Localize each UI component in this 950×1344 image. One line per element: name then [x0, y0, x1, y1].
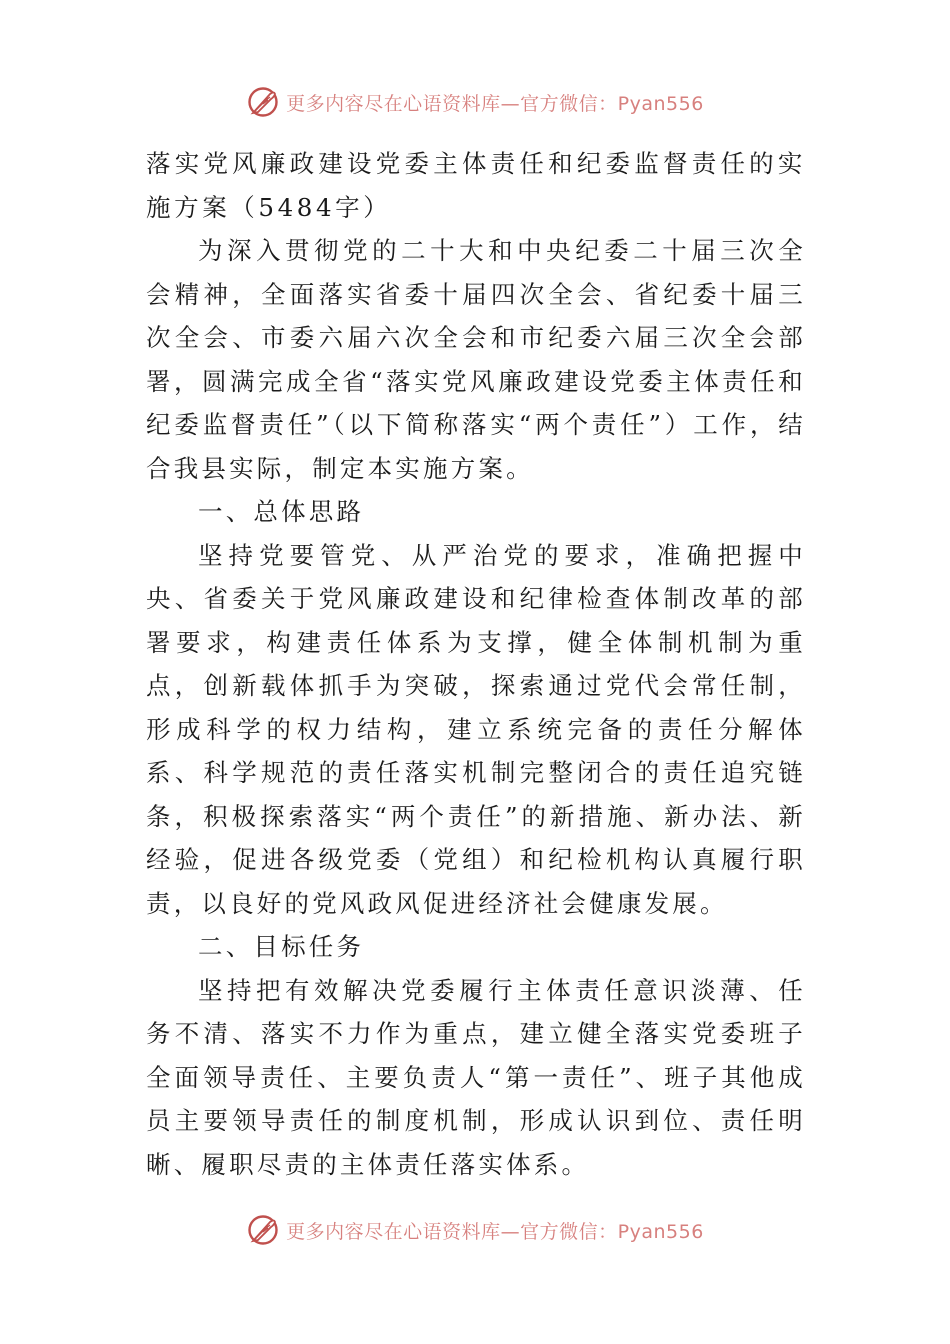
- watermark-text: 更多内容尽在心语资料库—官方微信：Pyan556: [286, 1220, 704, 1243]
- section-heading-overall-approach: 一、总体思路: [198, 497, 365, 526]
- document-body: [146, 142, 806, 1186]
- header-watermark-banner: [0, 82, 950, 122]
- watermark-text: 更多内容尽在心语资料库—官方微信：Pyan556: [286, 92, 704, 115]
- document-title: 落实党风廉政建设党委主体责任和纪委监督责任的实施方案（5484字）: [146, 149, 806, 222]
- section-heading-goals-tasks: 二、目标任务: [198, 932, 365, 961]
- paragraph-overall-approach: 坚持党要管党、从严治党的要求，准确把握中央、省委关于党风廉政建设和纪律检查体制改革的部署要求，构建责任体系为支撑，健全体制机制为重点，创新载体抓手为突破，探索通过党代会常任制，形成科学的权力结构，建立系统完备的责任分解体系、科学规范的责任落实机制完整闭合的责任追究链条，积极探索落实“两个责任”的新措施、新办法、新经验，促进各级党委（党组）和纪检机构认真履行职责，以良好的党风政风促进经济社会健康发展。: [146, 540, 806, 918]
- paragraph-goals-tasks: 坚持把有效解决党委履行主体责任意识淡薄、任务不清、落实不力作为重点，建立健全落实党委班子全面领导责任、主要负责人“第一责任”、班子其他成员主要领导责任的制度机制，形成认识到位、责任明晰、履职尽责的主体责任落实体系。: [146, 975, 806, 1179]
- quill-logo-icon: [246, 1213, 280, 1247]
- quill-logo-icon: [246, 85, 280, 119]
- paragraph-intro: 为深入贯彻党的二十大和中央纪委二十届三次全会精神，全面落实省委十届四次全会、省纪委十届三次全会、市委六届六次全会和市纪委六届三次全会部署，圆满完成全省“落实党风廉政建设党委主体责任和纪委监督责任”（以下简称落实“两个责任”）工作，结合我县实际，制定本实施方案。: [146, 236, 806, 483]
- footer-watermark-banner: [0, 1210, 950, 1250]
